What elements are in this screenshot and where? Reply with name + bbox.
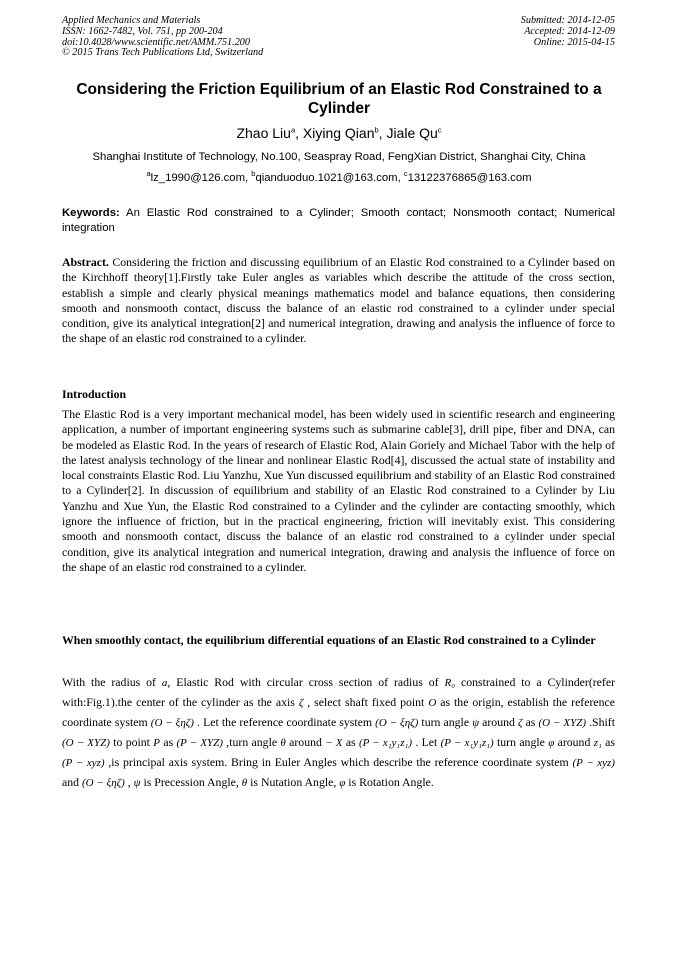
math-symbol: (O − ξηζ) (81, 776, 125, 789)
author-name: Jiale Qu (386, 125, 438, 141)
text-run: , Elastic Rod with circular cross section of radius of (167, 675, 445, 689)
section-heading: When smoothly contact, the equilibrium differential equations of an Elastic Rod constrained to a Cylinder (62, 633, 596, 647)
email-mark: b (251, 169, 256, 179)
math-symbol: (P − xyz) (572, 756, 615, 769)
math-symbol: a (161, 677, 168, 689)
abstract (62, 255, 615, 347)
online-date: Online: 2015-04-15 (533, 36, 615, 48)
math-symbol: θ (241, 776, 248, 789)
introduction-heading: Introduction (62, 387, 127, 401)
text-run: . Let the reference coordinate system (193, 714, 376, 729)
text-run: turn angle (418, 714, 473, 729)
email-address[interactable]: 13122376865@163.com (407, 172, 532, 184)
text-run: around (479, 714, 519, 729)
math-symbol: P (153, 736, 161, 749)
text-run: as (522, 714, 539, 729)
math-symbol: ψ (472, 716, 480, 729)
math-symbol: ψ (133, 776, 141, 789)
text-run: is Nutation Angle, (247, 774, 340, 789)
author-name: Xiying Qian (302, 125, 375, 141)
math-symbol: (O − ξηζ) (375, 716, 419, 729)
text-run: .Shift (585, 714, 615, 729)
text-run: , select shaft fixed point (303, 694, 429, 709)
author-mark: b (374, 125, 379, 135)
text-run: ,turn angle (222, 734, 281, 749)
text-run: turn angle (493, 734, 549, 749)
introduction-text: The Elastic Rod is a very important mechanical model, has been widely used in scientific research and engineering application, a number of important engineering systems such as submarine cable[3], drill pipe, fiber and DNA, can be modeled as Elastic Rod. In the years of research of Elastic Rod, Alain Goriely and Michael Tabor with the help of the latest analysis technology of the linear and nonlinear Elastic Rod[4], discussed the actual state of instability and local constraints Elastic Rod. Liu Yanzhu, Xue Yun discussed equilibrium and stability of an Elastic Rod constrained to a Cylinder[2]. In discussion of equilibrium and stability of an Elastic Rod constrained to a Cylinder by Liu Yanzhu and Xue Yun, the Elastic Rod constrained to a Cylinder and the cylinder are contacting smoothly, which ignore the influence of friction, but in the practical engineering, friction will inevitably exist. This considering smooth and nonsmooth contact, discuss the balance of an elastic rod constrained to a cylinder under special condition, give its analytical integration and numerical integration, drawing and analysis the influence of force on the shape of an elastic rod constrained to a cylinder. (62, 407, 615, 574)
submission-dates (521, 16, 615, 48)
abstract-label: Abstract. (62, 255, 109, 269)
email-address[interactable]: lz_1990@126.com (150, 172, 245, 184)
math-symbol: O (428, 696, 437, 709)
accepted-date: Accepted: 2014-12-09 (524, 25, 615, 37)
math-symbol: ζ (298, 696, 304, 709)
text-run: and (62, 774, 82, 789)
text-run: around (285, 734, 326, 749)
text-run: as (601, 734, 615, 749)
math-symbol: − X (325, 736, 343, 749)
author-mark: c (437, 125, 442, 135)
keywords-label: Keywords: (62, 207, 120, 219)
math-symbol: (O − XYZ) (62, 736, 110, 749)
text-run: is Precession Angle, (140, 774, 242, 789)
math-symbol: φ (548, 736, 555, 749)
math-symbol: (O − ξηζ) (150, 716, 194, 729)
email-mark: a (146, 169, 151, 179)
math-symbol: ζ (518, 716, 523, 729)
section-text (62, 673, 615, 792)
email-address[interactable]: qianduoduo.1021@163.com (255, 172, 398, 184)
text-run: is Rotation Angle. (345, 774, 434, 789)
math-symbol: θ (280, 736, 286, 749)
text-run: . Let (412, 734, 441, 749)
math-symbol: (P − x₁y₁z₁) (358, 736, 412, 749)
text-run: , (124, 774, 134, 789)
author-name: Zhao Liu (236, 125, 291, 141)
math-symbol: R₀ (444, 677, 456, 689)
issn-line: ISSN: 1662-7482, Vol. 751, pp 200-204 (62, 25, 223, 37)
math-symbol: (P − XYZ) (176, 736, 223, 749)
text-run: as (160, 734, 177, 749)
text-run: around (554, 734, 594, 749)
text-run: to point (109, 734, 154, 749)
author-mark: a (290, 125, 296, 135)
affiliation: Shanghai Institute of Technology, No.100, Seaspray Road, FengXian District, Shanghai City, China (92, 151, 586, 163)
text-run: as the origin, establish the reference coordinate system (62, 694, 615, 729)
math-symbol: (P − x₁y₁z₁) (440, 736, 494, 749)
keywords-text: An Elastic Rod constrained to a Cylinder; Smooth contact; Nonsmooth contact; Numerical integration (62, 207, 615, 234)
submitted-date: Submitted: 2014-12-05 (520, 15, 615, 26)
journal-name: Applied Mechanics and Materials (62, 15, 201, 26)
math-symbol: z₁ (593, 736, 602, 749)
math-symbol: (P − xyz) (62, 756, 105, 769)
abstract-text: Considering the friction and discussing equilibrium of an Elastic Rod constrained to a Cylinder based on the Kirchhoff theory[1].Firstly take Euler angles as variables which describe the attitude of the cross section, establish a simple and clearly physical meanings mathematics model and balance equations, then considering smooth and nonsmooth contact, discuss the balance of an elastic rod constrained to a cylinder under special condition, give its analytical integration[2] and numerical integration, drawing and analysis the influence of force to the shape of an elastic rod constrained to a cylinder. (62, 255, 615, 346)
email-mark: c (403, 169, 408, 179)
author-list: Zhao Liu$^a$, Xiying Qian$^b$, Jiale Qu$^c$ (236, 125, 442, 141)
text-run: constrained to a Cylinder(refer with:Fig.1).the center of the cylinder as the axis (62, 675, 616, 709)
text-run: as (342, 734, 359, 749)
math-symbol: φ (339, 776, 346, 789)
copyright-line: © 2015 Trans Tech Publications Ltd, Switzerland (62, 47, 264, 59)
text-run: With the radius of (62, 675, 162, 689)
keywords (62, 206, 615, 236)
text-run: ,is principal axis system. Bring in Euler Angles which describe the reference coordinate system (104, 754, 573, 769)
email-list: $^a$lz_1990@126.com, $^b$qianduoduo.1021@163.com, $^c$13122376865@163.com (146, 169, 532, 184)
paper-title: Considering the Friction Equilibrium of an Elastic Rod Constrained to a Cylinder (76, 81, 602, 117)
doi-line: doi:10.4028/www.scientific.net/AMM.751.200 (62, 36, 250, 48)
math-symbol: (O − XYZ) (538, 716, 586, 729)
journal-info (62, 16, 263, 59)
